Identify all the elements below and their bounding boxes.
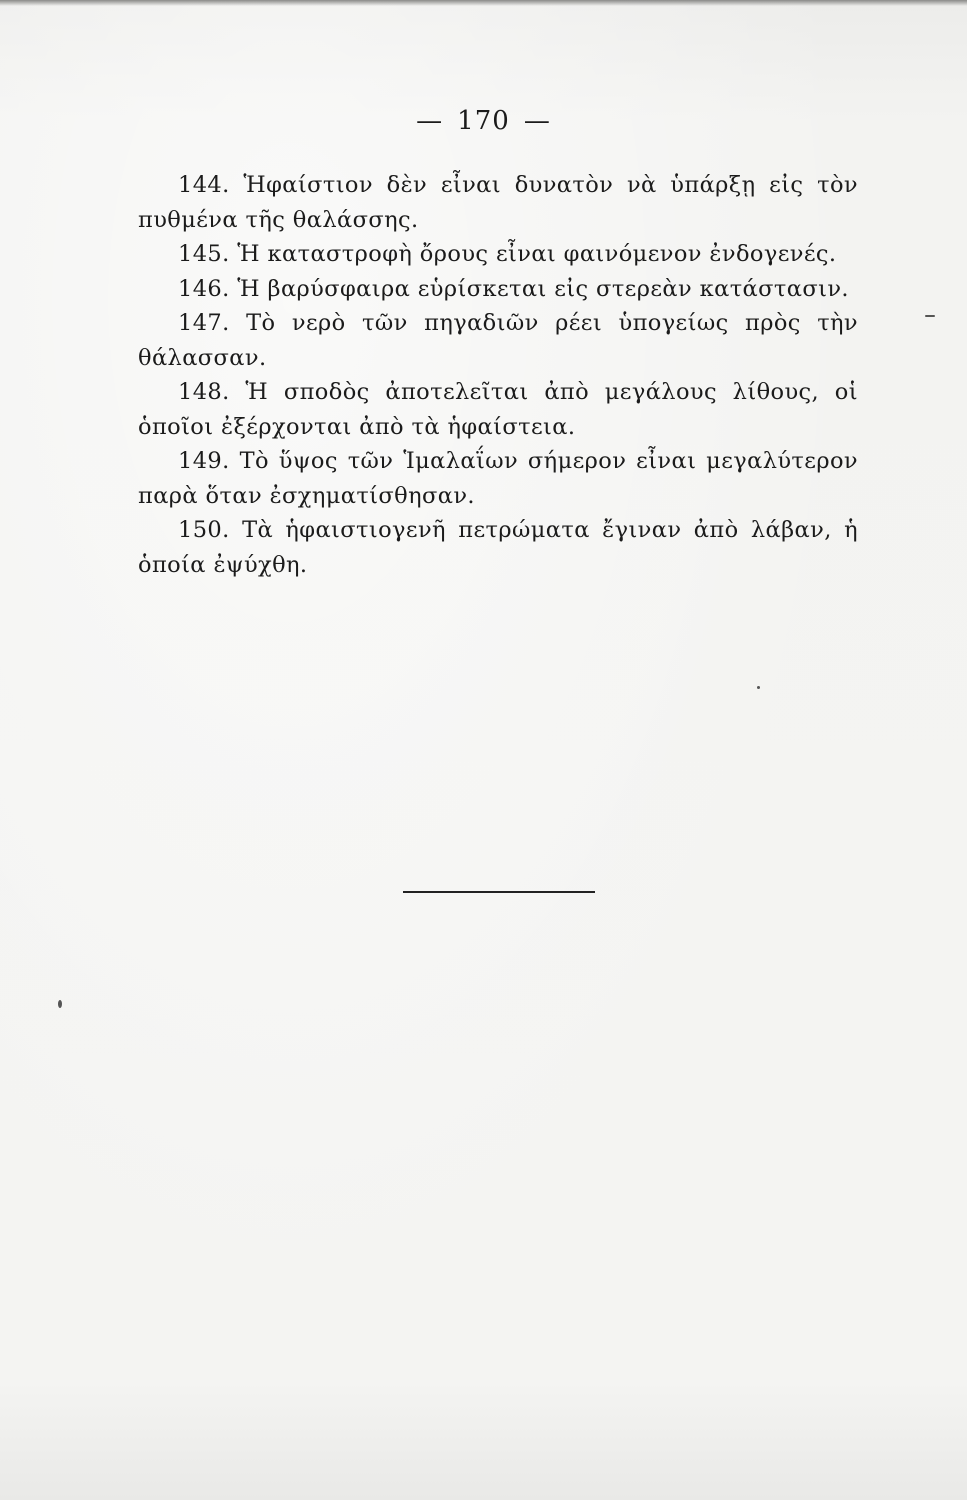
- exercise-item-146: [138, 272, 858, 307]
- exercise-text: Τὰ ἡφαιστιογενῆ πετρώματα ἔγιναν ἀπὸ λάβαν, ἡ ὁποία ἐψύχθη.: [138, 517, 858, 578]
- exercise-number: 146.: [178, 275, 230, 302]
- exercise-item-144: [138, 168, 858, 237]
- exercise-text: Ἡ καταστροφὴ ὄρους εἶναι φαινόμενον ἐνδογενές.: [237, 241, 837, 267]
- paper-speck: [925, 315, 935, 317]
- page-number: [0, 106, 967, 136]
- exercise-text: Ἡφαίστιον δὲν εἶναι δυνατὸν νὰ ὑπάρξῃ εἰς τὸν πυθμένα τῆς θαλάσσης.: [138, 172, 858, 233]
- exercise-item-148: [138, 375, 858, 444]
- exercise-text: Τὸ νερὸ τῶν πηγαδιῶν ρέει ὑπογείως πρὸς τὴν θάλασσαν.: [138, 310, 858, 371]
- exercise-number: 147.: [178, 310, 230, 336]
- exercise-item-149: [138, 444, 858, 513]
- exercise-text: Τὸ ὕψος τῶν Ἱμαλαΐων σήμερον εἶναι μεγαλύτερον παρὰ ὅταν ἐσχηματίσθησαν.: [138, 448, 858, 509]
- exercise-item-147: [138, 306, 858, 375]
- exercise-number: 149.: [178, 448, 230, 474]
- exercise-item-150: [138, 513, 858, 582]
- page-number-dash-left: —: [416, 106, 444, 136]
- page-top-edge: [0, 0, 967, 6]
- paper-speck: [757, 686, 760, 689]
- page-number-dash-right: —: [523, 106, 551, 136]
- exercise-number: 144.: [178, 172, 230, 198]
- page-number-value: 170: [457, 106, 510, 136]
- exercise-number: 148.: [178, 379, 230, 405]
- exercise-number: 150.: [178, 517, 230, 543]
- exercise-number: 145.: [178, 241, 230, 267]
- exercise-text: Ἡ βαρύσφαιρα εὑρίσκεται εἰς στερεὰν κατάστασιν.: [237, 275, 849, 302]
- section-end-rule: [403, 891, 595, 893]
- exercise-item-145: [138, 237, 858, 272]
- paper-speck: [58, 1000, 62, 1008]
- exercise-text: Ἡ σποδὸς ἀποτελεῖται ἀπὸ μεγάλους λίθους, οἱ ὁποῖοι ἐξέρχονται ἀπὸ τὰ ἡφαίστεια.: [138, 379, 858, 440]
- exercise-list: [138, 168, 858, 582]
